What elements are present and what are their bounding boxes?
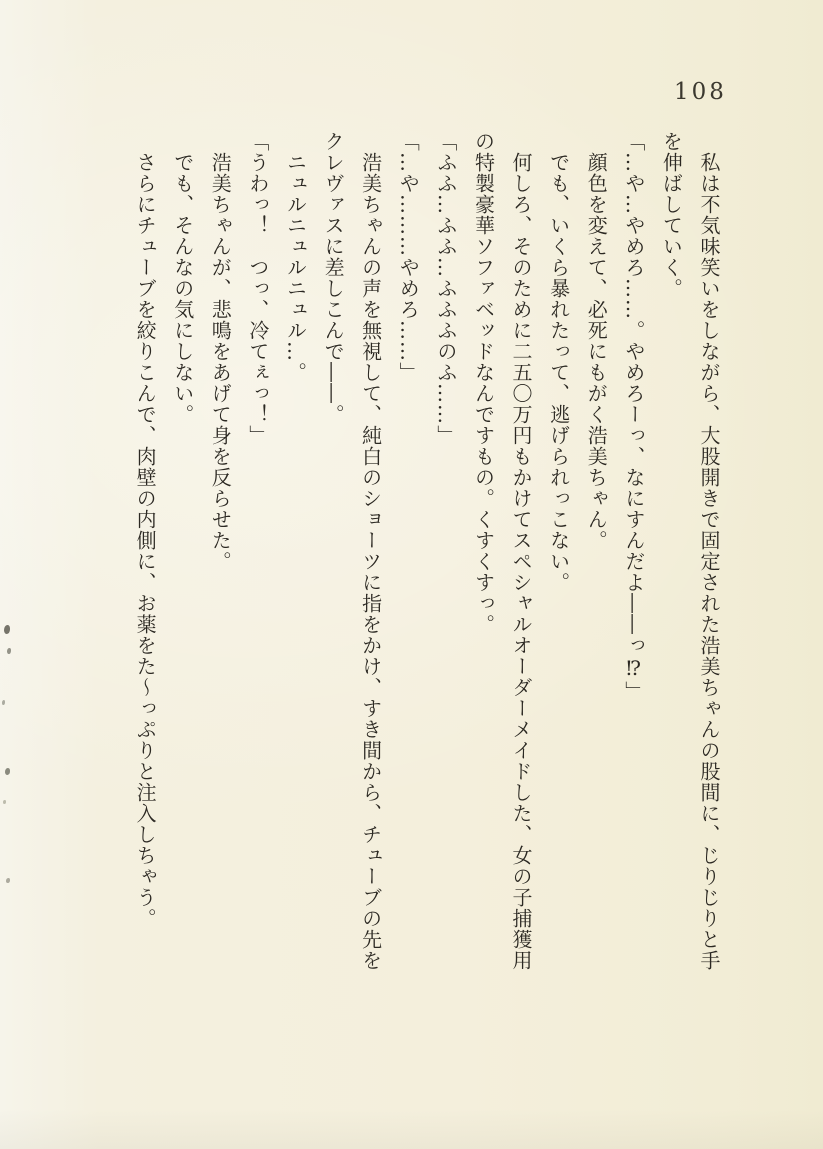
text-line: 私は不気味笑いをしながら、大股開きで固定された浩美ちゃんの股間に、じりじりと手 [697, 131, 721, 971]
text-line: でも、そんなの気にしない。 [170, 131, 195, 425]
page-number: 108 [674, 79, 727, 105]
text-line: クレヴァスに差しこんで――。 [321, 131, 346, 425]
scan-speck [6, 878, 10, 883]
text-line: 浩美ちゃんの声を無視して、純白のショーツに指をかけ、すき間から、チューブの先を [358, 131, 383, 971]
text-line: 何しろ、そのために二五〇万円もかけてスペシャルオーダーメイドした、女の子捕獲用 [509, 131, 534, 971]
text-line: 「…や…やめろ……。やめろーっ、なにすんだよ――っ⁉」 [621, 131, 646, 702]
text-line: さらにチューブを絞りこんで、肉壁の内側に、お薬をた〜っぷりと注入しちゃう。 [133, 131, 158, 929]
text-line: でも、いくら暴れたって、逃げられっこない。 [546, 131, 571, 593]
text-line: 「…や………やめろ……」 [396, 131, 421, 383]
scan-speck [3, 800, 6, 804]
text-line: 顔色を変えて、必死にもがく浩美ちゃん。 [584, 131, 609, 551]
text-line: 「うわっ！ つっ、冷てぇっ！」 [245, 131, 270, 446]
scan-speck [4, 625, 10, 634]
scan-speck [5, 768, 10, 775]
text-line: 浩美ちゃんが、悲鳴をあげて身を反らせた。 [208, 131, 233, 572]
page-text [125, 131, 727, 1026]
text-line: ニュルニュルニュル…。 [283, 131, 308, 383]
scan-speck [7, 648, 11, 654]
text-line: を伸ばしていく。 [659, 131, 684, 299]
text-line: の特製豪華ソファベッドなんですもの。くすくすっ。 [471, 131, 496, 635]
scan-speck [2, 700, 5, 705]
text-line: 「ふふ…ふふ…ふふふのふ……」 [433, 131, 458, 446]
